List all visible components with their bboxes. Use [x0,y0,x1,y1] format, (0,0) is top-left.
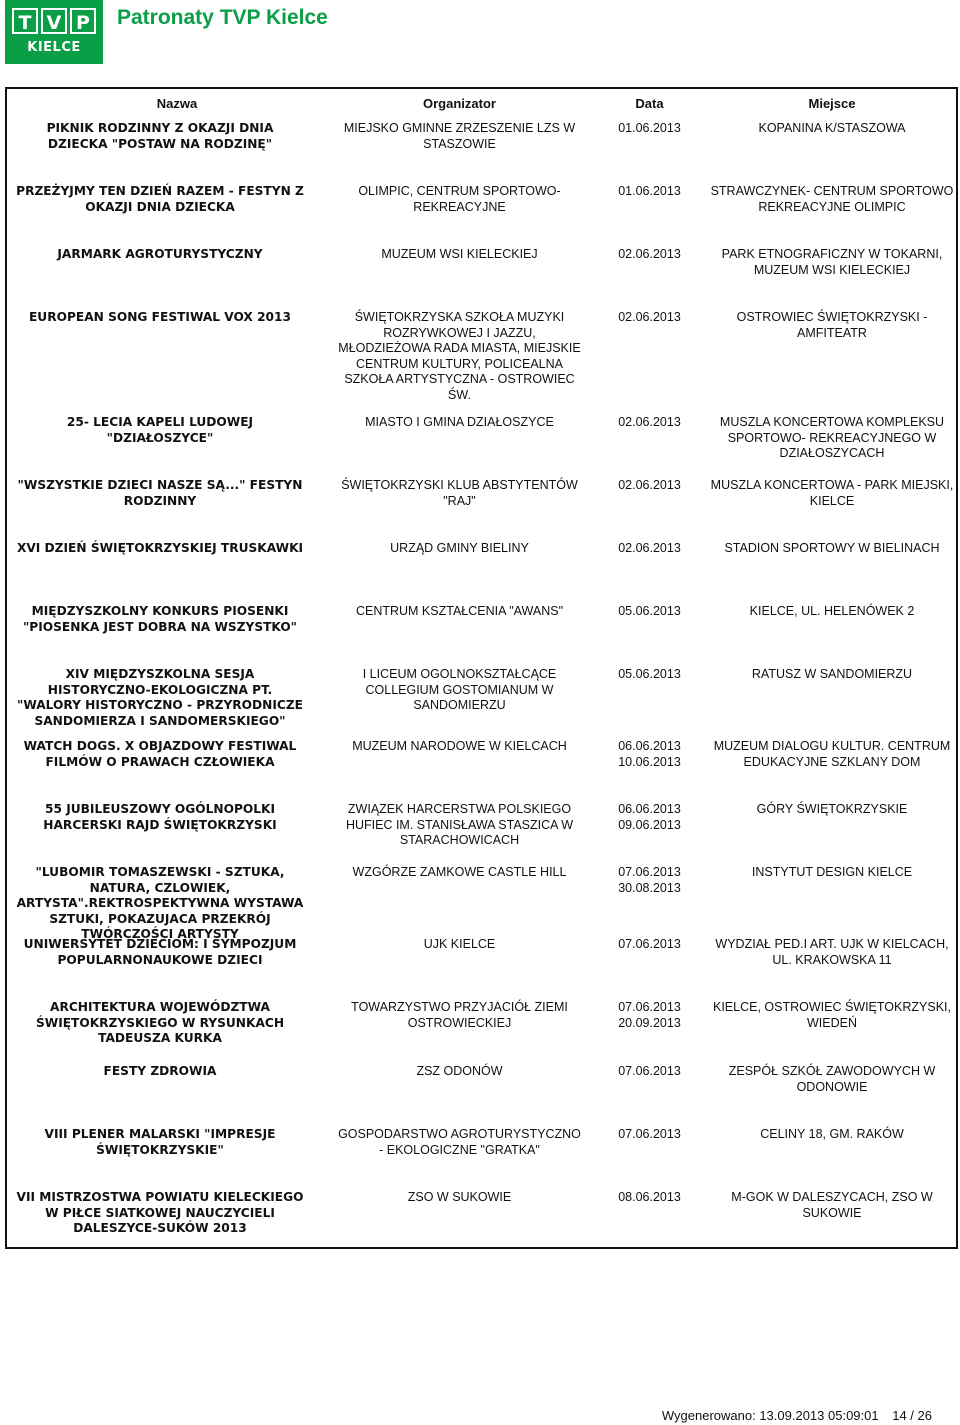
logo-letter: P [70,8,96,34]
event-place: WYDZIAŁ PED.I ART. UJK W KIELCACH, UL. KRAKOWSKA 11 [715,937,949,967]
logo-letter: T [12,8,38,34]
table-header [7,96,956,114]
event-date: 01.06.2013 [618,121,681,135]
event-organizer: MUZEUM WSI KIELECKIEJ [381,247,538,261]
generated-timestamp: Wygenerowano: 13.09.2013 05:09:01 [661,1408,879,1423]
event-date: 08.06.2013 [618,1190,681,1204]
event-name: 55 JUBILEUSZOWY OGÓLNOPOLKI HARCERSKI RAJD ŚWIĘTOKRZYSKI [43,802,277,832]
event-date: 02.06.2013 [618,541,681,555]
event-organizer: GOSPODARSTWO AGROTURYSTYCZNO - EKOLOGICZNE "GRATKA" [338,1127,581,1157]
event-date: 05.06.2013 [618,604,681,618]
event-place: STRAWCZYNEK- CENTRUM SPORTOWO REKREACYJNE OLIMPIC [710,184,954,214]
event-place: ZESPÓŁ SZKÓŁ ZAWODOWYCH W ODONOWIE [728,1064,936,1094]
event-organizer: ŚWIĘTOKRZYSKA SZKOŁA MUZYKI ROZRYWKOWEJ I JAZZU, MŁODZIEŻOWA RADA MIASTA, MIEJSKIE CENTRUM KULTURY, POLICEALNA SZKOŁA ARTYSTYCZNA - OSTROWIEC ŚW. [338,310,581,402]
event-place: MUSZLA KONCERTOWA KOMPLEKSU SPORTOWO- REKREACYJNEGO W DZIAŁOSZYCACH [719,415,945,460]
event-date: 02.06.2013 [618,478,681,492]
logo-letters [9,8,99,34]
event-name: PIKNIK RODZINNY Z OKAZJI DNIA DZIECKA "POSTAW NA RODZINĘ" [46,121,274,151]
event-date: 02.06.2013 [618,415,681,429]
event-name: "WSZYSTKIE DZIECI NASZE SĄ..." FESTYN RODZINNY [17,478,303,508]
event-organizer: ZWIĄZEK HARCERSTWA POLSKIEGO HUFIEC IM. STANISŁAWA STASZICA W STARACHOWICACH [345,802,574,847]
event-name: "LUBOMIR TOMASZEWSKI - SZTUKA, NATURA, CZLOWIEK, ARTYSTA".REKTROSPEKTYWNA WYSTAWA SZTUKI, POKAZUJACA PRZEKRÓJ TWÓRCZOŚCI ARTYSTY [16,865,304,941]
logo-subtitle: KIELCE [27,40,81,55]
event-name: XIV MIĘDZYSZKOLNA SESJA HISTORYCZNO-EKOLOGICZNA PT. "WALORY HISTORYCZNO - PRZYRODNICZE SANDOMIERZA I SANDOMERSKIEGO" [16,667,304,728]
event-name: VII MISTRZOSTWA POWIATU KIELECKIEGO W PIŁCE SIATKOWEJ NAUCZYCIELI DALESZYCE-SUKÓW 2013 [16,1190,304,1235]
events-table [5,87,958,1249]
event-place: RATUSZ W SANDOMIERZU [751,667,913,681]
event-organizer: URZĄD GMINY BIELINY [390,541,529,555]
event-date: 07.06.2013 [618,937,681,951]
event-organizer: WZGÓRZE ZAMKOWE CASTLE HILL [352,865,567,879]
column-header-place: Miejsce [808,96,856,111]
column-header-date: Data [635,96,664,111]
page-footer [652,1408,932,1423]
event-place: GÓRY ŚWIĘTOKRZYSKIE [756,802,908,816]
event-name: FESTY ZDROWIA [103,1064,217,1078]
event-date: 07.06.2013 [618,1064,681,1078]
page-title: Patronaty TVP Kielce [117,6,328,29]
event-organizer: CENTRUM KSZTAŁCENIA "AWANS" [355,604,564,618]
event-date: 02.06.2013 [618,247,681,261]
event-place: STADION SPORTOWY W BIELINACH [724,541,940,555]
event-name: ARCHITEKTURA WOJEWÓDZTWA ŚWIĘTOKRZYSKIEGO W RYSUNKACH TADEUSZA KURKA [35,1000,285,1045]
event-date: 02.06.2013 [618,310,681,324]
event-organizer: MUZEUM NARODOWE W KIELCACH [352,739,567,753]
event-place: CELINY 18, GM. RAKÓW [760,1127,904,1141]
event-name: JARMARK AGROTURYSTYCZNY [57,247,263,261]
event-organizer: ŚWIĘTOKRZYSKI KLUB ABSTYTENTÓW "RAJ" [341,478,578,508]
event-organizer: ZSO W SUKOWIE [407,1190,512,1204]
event-date: 07.06.2013 [618,1127,681,1141]
event-date: 07.06.2013 20.09.2013 [618,1000,681,1030]
event-organizer: ZSZ ODONÓW [416,1064,503,1078]
event-place: MUSZLA KONCERTOWA - PARK MIEJSKI, KIELCE [710,478,954,508]
event-organizer: OLIMPIC, CENTRUM SPORTOWO-REKREACYJNE [358,184,561,214]
event-date: 07.06.2013 30.08.2013 [618,865,681,895]
event-place: KIELCE, UL. HELENÓWEK 2 [749,604,915,618]
event-place: KIELCE, OSTROWIEC ŚWIĘTOKRZYSKI, WIEDEŃ [712,1000,951,1030]
event-place: KOPANINA K/STASZOWA [758,121,906,135]
event-date: 06.06.2013 10.06.2013 [618,739,681,769]
event-organizer: TOWARZYSTWO PRZYJACIÓŁ ZIEMI OSTROWIECKIEJ [351,1000,568,1030]
event-place: PARK ETNOGRAFICZNY W TOKARNI, MUZEUM WSI KIELECKIEJ [721,247,943,277]
page-header [5,0,955,64]
event-name: UNIWERSYTET DZIECIOM: I SYMPOZJUM POPULARNONAUKOWE DZIECI [23,937,297,967]
tvp-kielce-logo[interactable] [5,0,103,64]
event-organizer: I LICEUM OGOLNOKSZTAŁCĄCE COLLEGIUM GOSTOMIANUM W SANDOMIERZU [362,667,557,712]
event-place: INSTYTUT DESIGN KIELCE [751,865,913,879]
event-place: OSTROWIEC ŚWIĘTOKRZYSKI - AMFITEATR [736,310,928,340]
event-organizer: MIASTO I GMINA DZIAŁOSZYCE [365,415,554,429]
event-place: M-GOK W DALESZYCACH, ZSO W SUKOWIE [731,1190,933,1220]
column-header-organizer: Organizator [423,96,496,111]
event-date: 01.06.2013 [618,184,681,198]
page-number: 14 / 26 [892,1408,932,1423]
column-header-name: Nazwa [156,96,198,111]
event-name: VIII PLENER MALARSKI "IMPRESJE ŚWIĘTOKRZYSKIE" [44,1127,276,1157]
event-organizer: UJK KIELCE [423,937,496,951]
event-place: MUZEUM DIALOGU KULTUR. CENTRUM EDUKACYJNE SZKLANY DOM [713,739,951,769]
event-name: XVI DZIEŃ ŚWIĘTOKRZYSKIEJ TRUSKAWKI [16,541,304,555]
event-date: 05.06.2013 [618,667,681,681]
event-name: PRZEŻYJMY TEN DZIEŃ RAZEM - FESTYN Z OKAZJI DNIA DZIECKA [16,184,304,214]
event-name: WATCH DOGS. X OBJAZDOWY FESTIWAL FILMÓW O PRAWACH CZŁOWIEKA [23,739,297,769]
event-date: 06.06.2013 09.06.2013 [618,802,681,832]
event-name: EUROPEAN SONG FESTIWAL VOX 2013 [28,310,291,324]
event-name: MIĘDZYSZKOLNY KONKURS PIOSENKI "PIOSENKA JEST DOBRA NA WSZYSTKO" [22,604,298,634]
event-organizer: MIEJSKO GMINNE ZRZESZENIE LZS W STASZOWIE [343,121,576,151]
logo-letter: V [41,8,67,34]
event-name: 25- LECIA KAPELI LUDOWEJ "DZIAŁOSZYCE" [66,415,254,445]
